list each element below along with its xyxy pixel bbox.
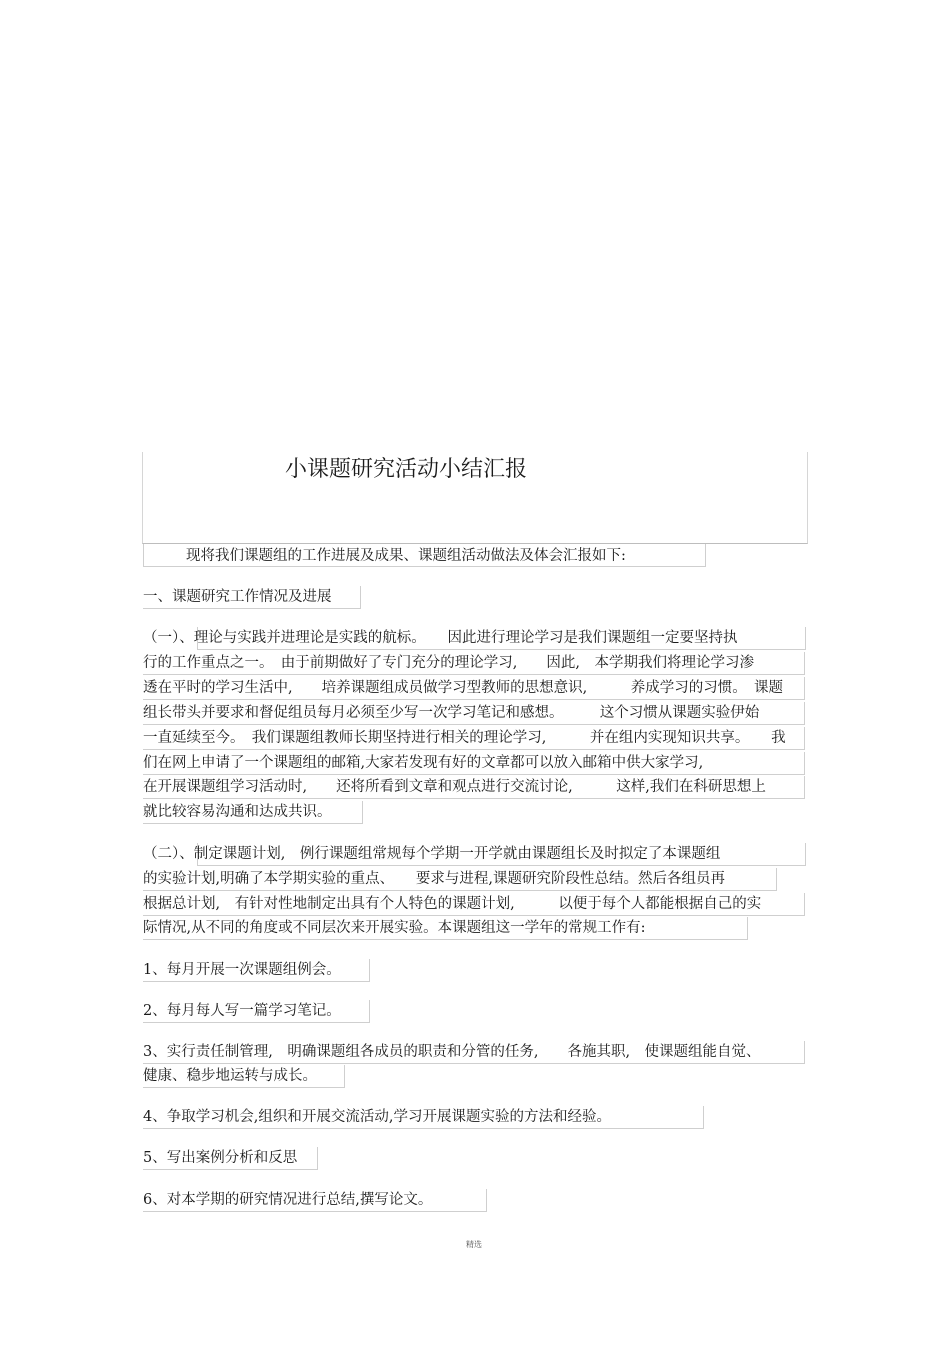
part1-line: 透在平时的学习生活中, 培养课题组成员做学习型教师的思想意识, 养成学习的习惯。 课题 [143, 680, 783, 696]
page-footer: 精选 [466, 1240, 482, 1249]
part1-line: 组长带头并要求和督促组员每月必须至少写一次学习笔记和感想。 这个习惯从课题实验伊始 [143, 705, 760, 721]
section-heading: 一、课题研究工作情况及进展 [143, 589, 332, 605]
part2-line: 的实验计划,明确了本学期实验的重点、 要求与进程,课题研究阶段性总结。然后各组员再 [143, 871, 725, 887]
list-item: 6、对本学期的研究情况进行总结,撰写论文。 [143, 1192, 433, 1208]
list-item: 1、每月开展一次课题组例会。 [143, 962, 341, 978]
list-item: 3、实行责任制管理, 明确课题组各成员的职责和分管的任务, 各施其职, 使课题组能自觉、 [143, 1044, 761, 1060]
part1-line: 们在网上申请了一个课题组的邮箱,大家若发现有好的文章都可以放入邮箱中供大家学习, [143, 755, 704, 771]
list-item: 健康、稳步地运转与成长。 [143, 1068, 317, 1084]
list-item: 4、争取学习机会,组织和开展交流活动,学习开展课题实验的方法和经验。 [143, 1109, 611, 1125]
document-title: 小课题研究活动小结汇报 [285, 457, 528, 482]
part1-line: 就比较容易沟通和达成共识。 [143, 804, 332, 820]
part2-line: 根据总计划, 有针对性地制定出具有个人特色的课题计划, 以便于每个人都能根据自己的实 [143, 896, 762, 912]
part1-line: （一）、理论与实践并进理论是实践的航标。 因此进行理论学习是我们课题组一定要坚持执 [143, 630, 738, 646]
list-item: 2、每月每人写一篇学习笔记。 [143, 1003, 341, 1019]
part1-line: 行的工作重点之一。 由于前期做好了专门充分的理论学习, 因此, 本学期我们将理论学习渗 [143, 655, 754, 671]
part1-line: 一直延续至今。 我们课题组教师长期坚持进行相关的理论学习, 并在组内实现知识共享。 我 [143, 730, 786, 746]
part2-line: 际情况,从不同的角度或不同层次来开展实验。本课题组这一学年的常规工作有: [143, 920, 646, 936]
part1-line: 在开展课题组学习活动时, 还将所看到文章和观点进行交流讨论, 这样,我们在科研思想上 [143, 779, 766, 795]
intro-paragraph: 现将我们课题组的工作进展及成果、课题组活动做法及体会汇报如下: [186, 548, 626, 564]
part2-line: （二）、制定课题计划, 例行课题组常规每个学期一开学就由课题组长及时拟定了本课题组 [143, 846, 721, 862]
list-item: 5、写出案例分析和反思 [143, 1150, 298, 1166]
